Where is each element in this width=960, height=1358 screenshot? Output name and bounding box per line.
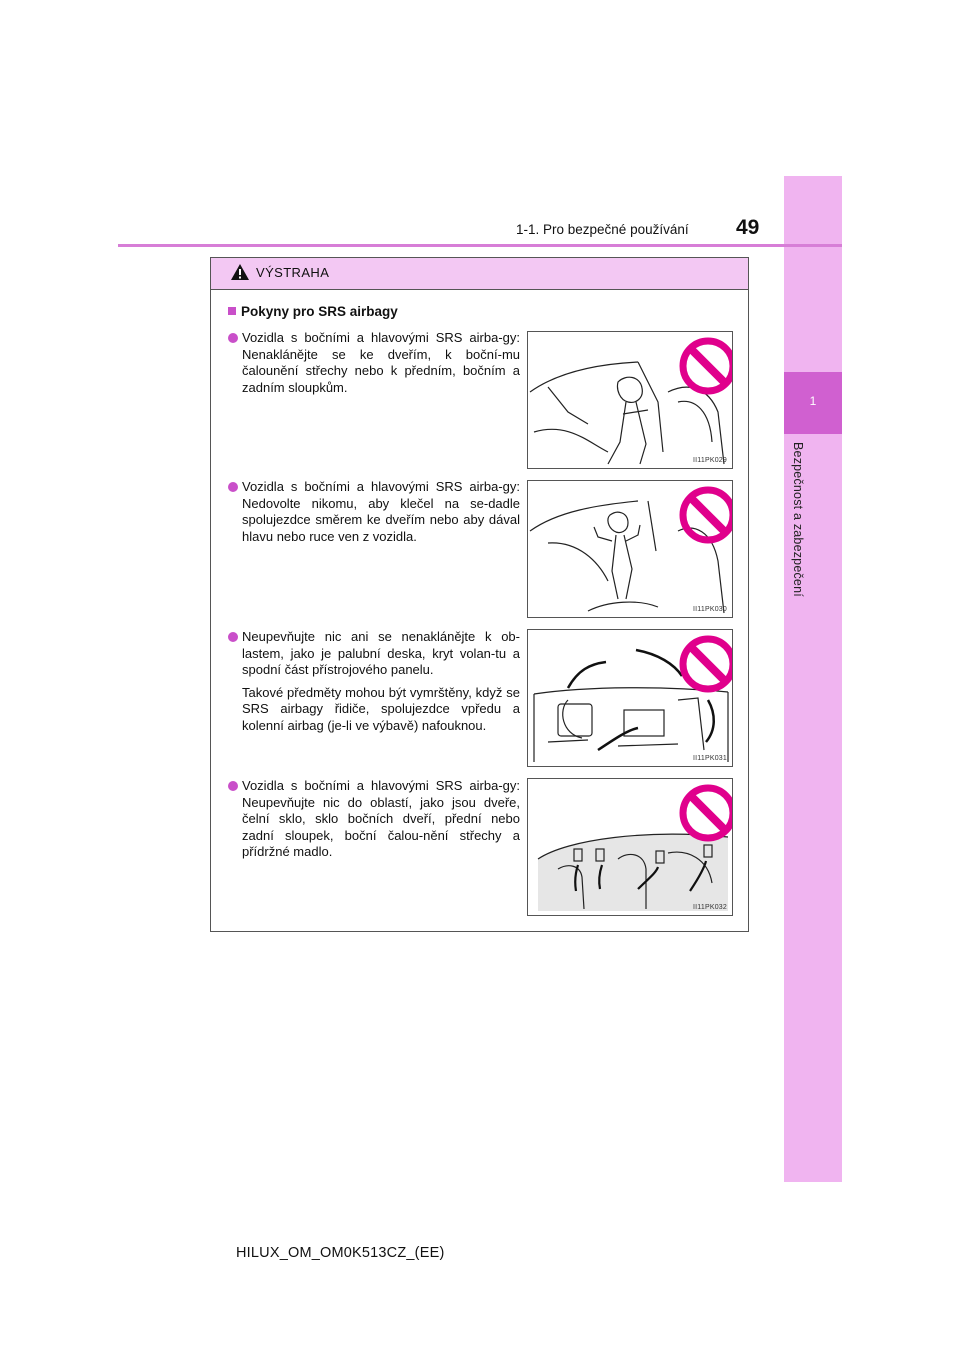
warning-item: [228, 330, 520, 402]
prohibition-icon: [528, 779, 733, 916]
warning-section-title: Pokyny pro SRS airbagy: [228, 304, 398, 319]
figure-lean-on-door: [527, 331, 733, 469]
warning-box: [210, 257, 749, 932]
chapter-sidebar: [784, 176, 842, 1182]
chapter-title: Bezpečnost a zabezpečení: [791, 442, 805, 597]
warning-label: VÝSTRAHA: [256, 265, 330, 280]
prohibition-icon: [528, 332, 733, 469]
figure-side-area: [527, 778, 733, 916]
bullet-icon: [228, 781, 238, 791]
section-heading: 1-1. Pro bezpečné používání: [516, 222, 689, 237]
figure-code: II11PK032: [693, 904, 727, 911]
chapter-number: 1: [809, 394, 817, 408]
figure-code: II11PK029: [693, 457, 727, 464]
warning-item: [228, 629, 520, 740]
warning-item: [228, 479, 520, 551]
page-number: 49: [736, 216, 760, 239]
figure-code: II11PK031: [693, 755, 727, 762]
bullet-icon: [228, 482, 238, 492]
warning-item-text: Takové předměty mohou být vymrštěny, když se SRS airbagy řidiče, spolujezdce vpředu a kolenní airbag (je-li ve výbavě) nafouknou.: [242, 684, 520, 733]
warning-item-text: Vozidla s bočními a hlavovými SRS airba-gy: Neupevňujte nic do oblastí, jako jsou dveře, čelní sklo, sklo bočních dveří, přední nebo zadní sloupek, boční čalou-nění střechy a přídržné madlo.: [242, 778, 520, 859]
warning-item: [228, 778, 520, 867]
prohibition-icon: [528, 481, 733, 618]
warning-item-text: Neupevňujte nic ani se nenaklánějte k ob-lastem, jako je palubní deska, kryt volan-tu a spodní část přístrojového panelu.: [242, 629, 520, 677]
figure-kneeling-passenger: [527, 480, 733, 618]
document-code: HILUX_OM_OM0K513CZ_(EE): [236, 1245, 445, 1261]
figure-dashboard: [527, 629, 733, 767]
warning-item-text: Vozidla s bočními a hlavovými SRS airba-gy: Nedovolte nikomu, aby klečel na se-dadle spolujezdce směrem ke dveřím nebo aby dával hlavu nebo ruce ven z vozidla.: [242, 479, 520, 544]
figure-code: II11PK030: [693, 606, 727, 613]
prohibition-icon: [528, 630, 733, 767]
warning-header: [211, 258, 748, 290]
warning-item-text: Vozidla s bočními a hlavovými SRS airba-gy: Nenaklánějte se ke dveřím, k boční-mu čalounění střechy nebo k předním, bočním a zadním sloupkům.: [242, 330, 520, 395]
header-rule: [118, 244, 842, 247]
bullet-icon: [228, 333, 238, 343]
warning-triangle-icon: [230, 263, 250, 281]
square-bullet-icon: [228, 307, 236, 315]
bullet-icon: [228, 632, 238, 642]
